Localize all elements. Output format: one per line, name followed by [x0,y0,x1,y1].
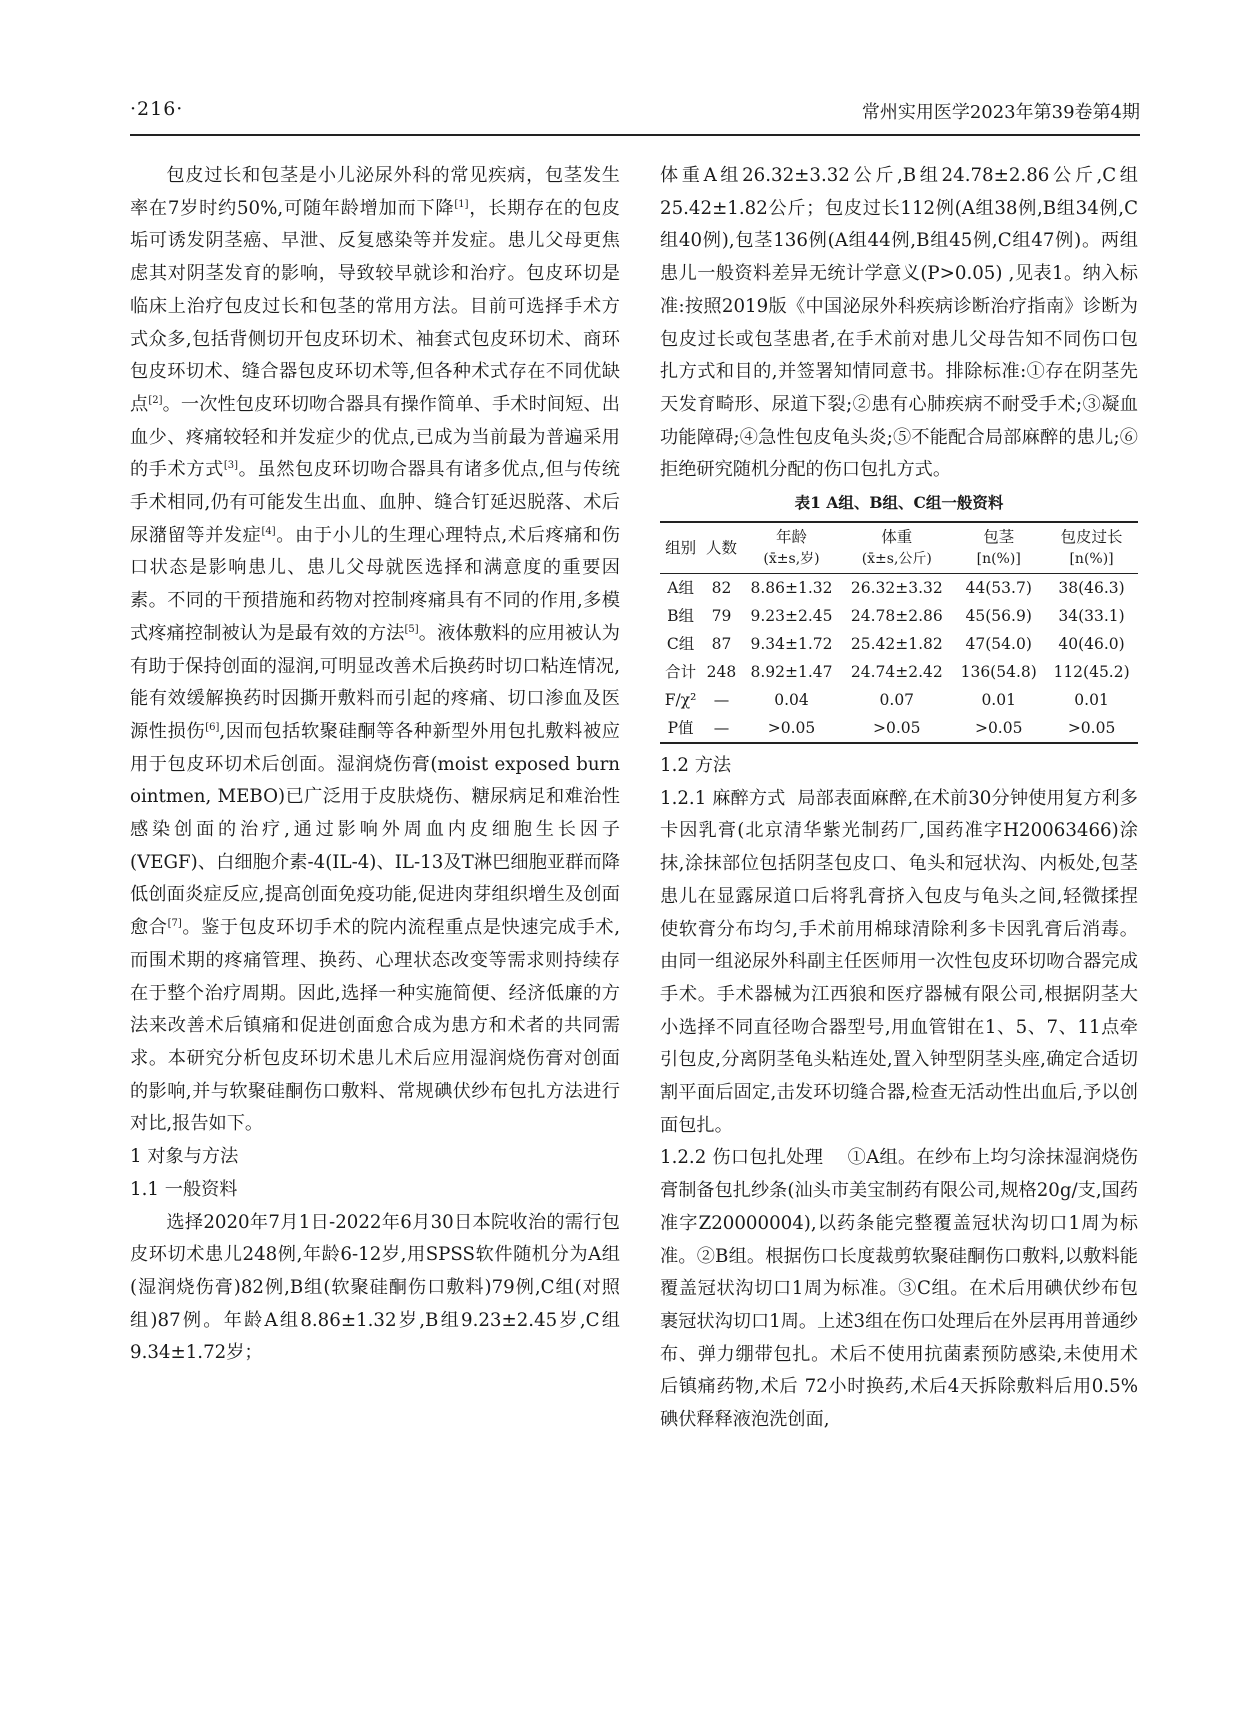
cell-count: 79 [711,607,732,626]
cell-weight: 26.32±3.32 [850,579,943,598]
table-row [660,630,1138,658]
table-row [660,714,1138,743]
th-group: 组别 [665,539,697,558]
cell-count: 248 [706,663,737,682]
cell-weight: 0.07 [879,691,915,710]
cell-weight: 24.74±2.42 [850,663,943,682]
cell-age: 9.34±1.72 [750,635,833,654]
th-weight: 体重 (x̄±s,公斤) [861,528,932,568]
ref-1: [1] [454,198,469,210]
cell-weight: 24.78±2.86 [850,607,943,626]
ref-6: [6] [205,721,220,733]
cell-weight: 25.42±1.82 [850,635,943,654]
th-redundant: 包皮过长 [n(%)] [1060,528,1123,568]
th-phimosis: 包茎 [n(%)] [976,528,1021,568]
cell-group: P值 [667,719,694,738]
cell-group: A组 [667,579,694,598]
cell-weight: >0.05 [873,719,921,738]
ref-7: [7] [167,918,182,930]
cell-phimosis: 136(54.8) [960,663,1037,682]
th-count: 人数 [705,539,737,558]
cell-group: C组 [666,635,695,654]
ref-4: [4] [261,525,276,537]
cell-redundant: 112(45.2) [1053,663,1130,682]
cell-redundant: 38(46.3) [1058,579,1125,598]
cell-age: 8.92±1.47 [750,663,833,682]
cell-redundant: 34(33.1) [1058,607,1125,626]
anesthesia-paragraph: 1.2.1 麻醉方式 局部表面麻醉,在术前30分钟使用复方利多卡因乳膏(北京清华紫光制药厂,国药准字H20063466)涂抹,涂抹部位包括阴茎包皮口、龟头和冠状沟、内板处,包茎患儿在显露尿道口后将乳膏挤入包皮与龟头之间,轻微揉捏使软膏分布均匀,手术前用棉球清除利多卡因乳膏后消毒。由同一组泌尿外科副主任医师用一次性包皮环切吻合器完成手术。手术器械为江西狼和医疗器械有限公司,根据阴茎大小选择不同直径吻合器型号,用血管钳在1、5、7、11点牵引包皮,分离阴茎龟头粘连处,置入钟型阴茎头座,确定合适切割平面后固定,击发环切缝合器,检查无活动性出血后,予以创面包扎。 [660,787,1138,1136]
criteria-paragraph: 体重A组26.32±3.32公斤,B组24.78±2.86公斤,C组25.42±1.82公斤；包皮过长112例(A组38例,B组34例,C组40例),包茎136例(A组44例,B组45例,C组47例)。两组患儿一般资料差异无统计学意义(P>0.05) ,见表1。纳入标准:按照2019版《中国泌尿外科疾病诊断治疗指南》诊断为包皮过长或包茎患者,在手术前对患儿父母告知不同伤口包扎方式和目的,并签署知情同意书。排除标准:①存在阴茎先天发育畸形、尿道下裂;②患有心肺疾病不耐受手术;③凝血功能障碍;④急性包皮龟头炎;⑤不能配合局部麻醉的患儿;⑥拒绝研究随机分配的伤口包扎方式。 [660,165,1138,481]
left-column [130,160,620,1370]
general-data-paragraph: 选择2020年7月1日-2022年6月30日本院收治的需行包皮环切术患儿248例,年龄6-12岁,用SPSS软件随机分为A组(湿润烧伤膏)82例,B组(软聚硅酮伤口敷料)79例,C组(对照组)87例。年龄A组8.86±1.32岁,B组9.23±2.45岁,C组9.34±1.72岁； [130,1211,620,1364]
ref-5: [5] [404,623,419,635]
cell-group: 合计 [665,663,697,682]
general-data-table [660,521,1138,744]
table-row [660,686,1138,714]
cell-redundant: >0.05 [1067,719,1116,738]
table-title: 表1 A组、B组、C组一般资料 [794,493,1004,513]
table-row [660,602,1138,630]
dressing-paragraph: 1.2.2 伤口包扎处理 ①A组。在纱布上均匀涂抹湿润烧伤膏制备包扎纱条(汕头市美宝制药有限公司,规格20g/支,国药准字Z20000004),以药条能完整覆盖冠状沟切口1周为标准。②B组。根据伤口长度裁剪软聚硅酮伤口敷料,以敷料能覆盖冠状沟切口1周为标准。③C组。在术后用碘伏纱布包裹冠状沟切口1周。上述3组在伤口处理后在外层再用普通纱布、弹力绷带包扎。术后不使用抗菌素预防感染,未使用术后镇痛药物,术后 72小时换药,术后4天拆除敷料后用0.5%碘伏释释液泡洗创面, [660,1147,1138,1431]
table-header-row [660,522,1138,574]
journal-info: 常州实用医学2023年第39卷第4期 [861,102,1140,123]
cell-group: B组 [667,607,695,626]
cell-count: — [713,719,730,738]
right-column [660,160,1138,1437]
page-number: ·216· [130,98,184,120]
cell-age: >0.05 [767,719,816,738]
section-heading-methods: 1 对象与方法 [130,1146,239,1168]
table-row [660,658,1138,686]
ref-3: [3] [223,460,239,472]
table-row [660,574,1138,603]
ref-2: [2] [148,394,163,406]
subsection-heading-general: 1.1 一般资料 [130,1178,238,1200]
cell-phimosis: >0.05 [974,719,1023,738]
cell-redundant: 0.01 [1074,691,1109,710]
intro-paragraph: 包皮过长和包茎是小儿泌尿外科的常见疾病，包茎发生率在7岁时约50%,可随年龄增加而下降[1]，长期存在的包皮垢可诱发阴茎癌、早泄、反复感染等并发症。患儿父母更焦虑其对阴茎发育的影响，导致较早就诊和治疗。包皮环切是临床上治疗包皮过长和包茎的常用方法。目前可选择手术方式众多,包括背侧切开包皮环切术、袖套式包皮环切术、商环包皮环切术、缝合器包皮环切术等,但各种术式存在不同优缺点[2]。一次性包皮环切吻合器具有操作简单、手术时间短、出血少、疼痛较轻和并发症少的优点,已成为当前最为普遍采用的手术方式[3]。虽然包皮环切吻合器具有诸多优点,但与传统手术相同,仍有可能发生出血、血肿、缝合钉延迟脱落、术后尿潴留等并发症[4]。由于小儿的生理心理特点,术后疼痛和伤口状态是影响患儿、患儿父母就医选择和满意度的重要因素。不同的干预措施和药物对控制疼痛具有不同的作用,多模式疼痛控制被认为是最有效的方法[5]。液体敷料的应用被认为有助于保持创面的湿润,可明显改善术后换药时切口粘连情况,能有效缓解换药时因撕开敷料而引起的疼痛、切口渗血及医源性损伤[6],因而包括软聚硅酮等各种新型外用包扎敷料被应用于包皮环切术后创面。湿润烧伤膏(moist exposed burn ointmen, MEBO)已广泛用于皮肤烧伤、糖尿病足和难治性感染创面的治疗,通过影响外周血内皮细胞生长因子(VEGF)、白细胞介素-4(IL-4)、IL-13及T淋巴细胞亚群而降低创面炎症反应,提高创面免疫功能,促进肉芽组织增生及创面愈合[7]。鉴于包皮环切手术的院内流程重点是快速完成手术,而围术期的疼痛管理、换药、心理状态改变等需求则持续存在于整个治疗周期。因此,选择一种实施简便、经济低廉的方法来改善术后镇痛和促进创面愈合成为患方和术者的共同需求。本研究分析包皮环切术患儿术后应用湿润烧伤膏对创面的影响,并与软聚硅酮伤口敷料、常规碘伏纱布包扎方法进行对比,报告如下。 [130,165,620,1135]
cell-age: 0.04 [774,691,809,710]
anesthesia-heading: 1.2.1 麻醉方式 [660,787,786,809]
cell-phimosis: 44(53.7) [965,579,1032,598]
cell-age: 8.86±1.32 [750,579,833,598]
cell-phimosis: 0.01 [981,691,1016,710]
cell-group: F/χ² [664,691,697,710]
cell-count: 87 [711,635,732,654]
cell-count: — [713,691,730,710]
cell-redundant: 40(46.0) [1058,635,1125,654]
header-rule [130,134,1140,136]
dressing-heading: 1.2.2 伤口包扎处理 [660,1147,824,1169]
cell-phimosis: 47(54.0) [965,635,1032,654]
page-header [130,98,1140,126]
cell-count: 82 [711,579,732,598]
cell-phimosis: 45(56.9) [965,607,1032,626]
cell-age: 9.23±2.45 [750,607,833,626]
subsection-heading-methods: 1.2 方法 [660,755,732,777]
th-age: 年龄 (x̄±s,岁) [763,528,820,568]
